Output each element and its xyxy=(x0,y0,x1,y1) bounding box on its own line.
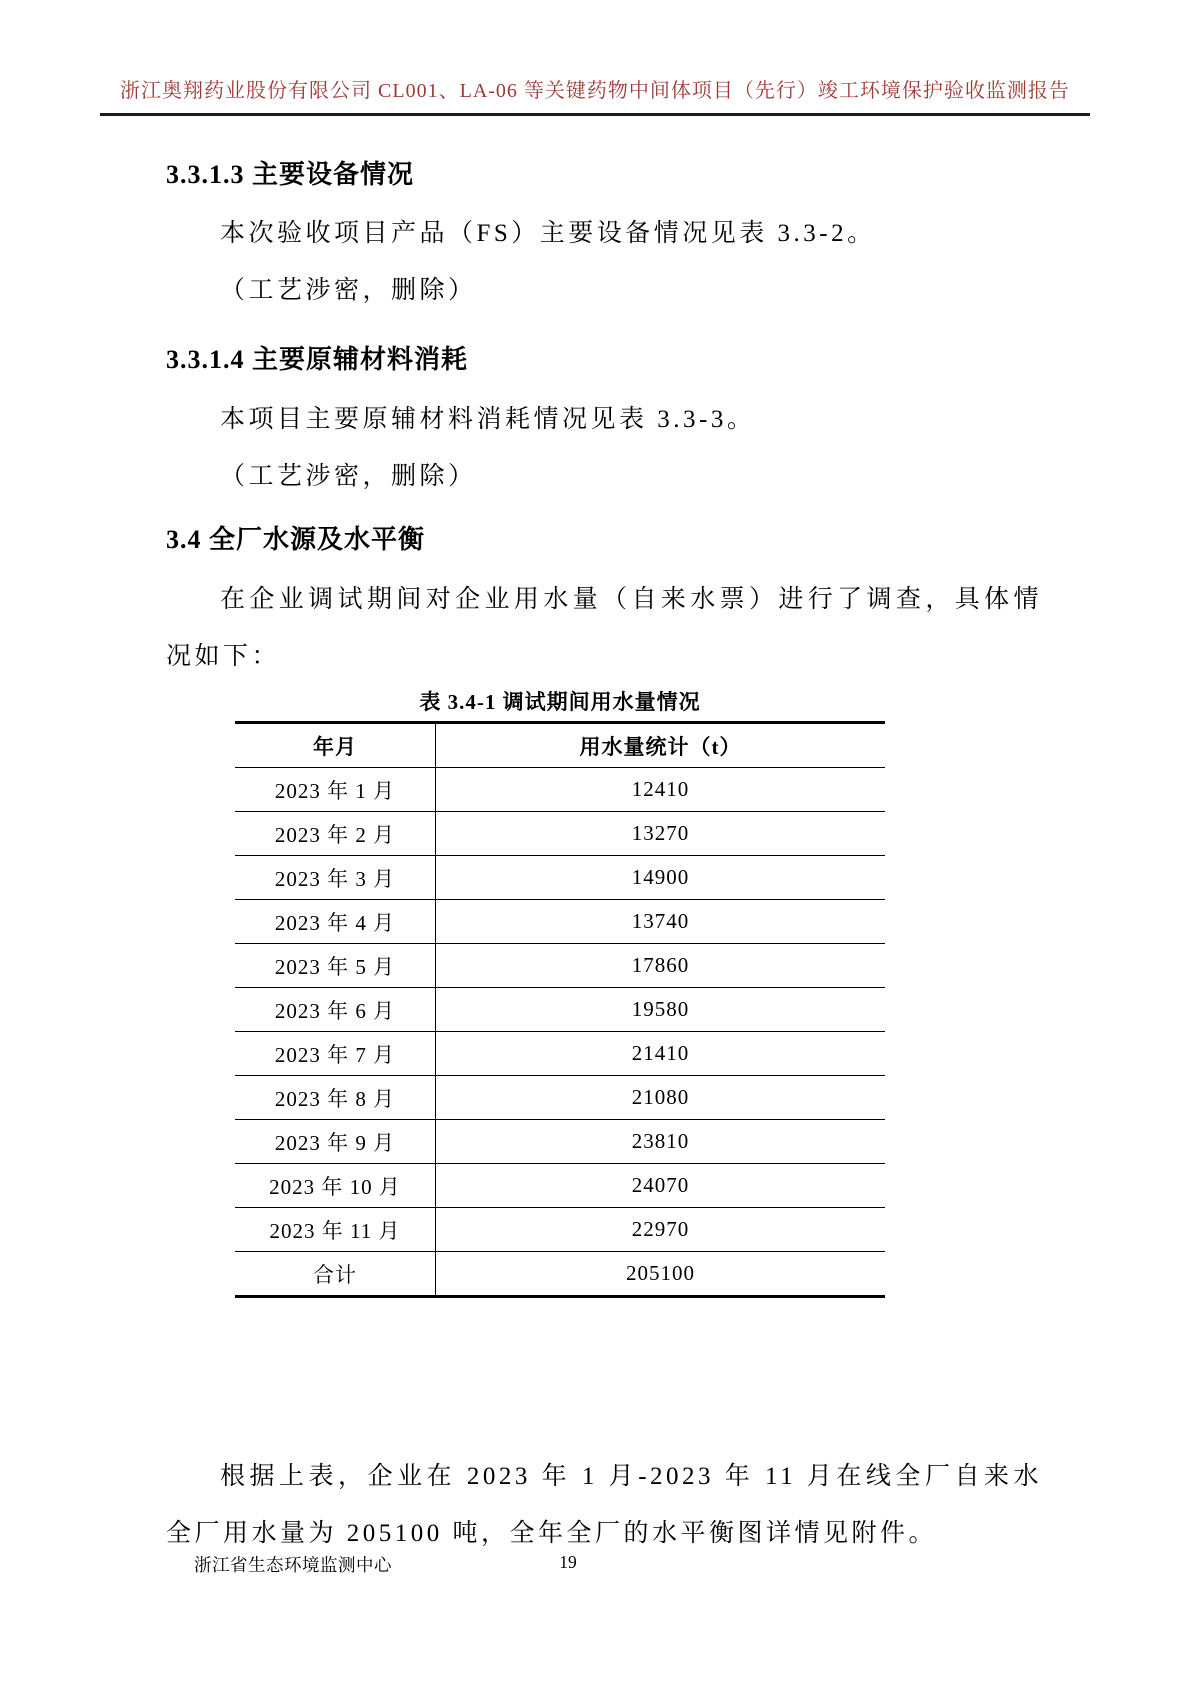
table-body xyxy=(235,768,885,1297)
document-body xyxy=(0,157,1190,1562)
paragraph: 本次验收项目产品（FS）主要设备情况见表 3.3-2。 xyxy=(220,220,876,247)
month-cell: 2023 年 1 月 xyxy=(235,768,436,812)
month-cell: 2023 年 6 月 xyxy=(235,988,436,1032)
paragraph-redacted-note: （工艺涉密，删除） xyxy=(220,277,477,304)
month-cell: 2023 年 7 月 xyxy=(235,1032,436,1076)
table-row xyxy=(235,900,885,944)
table-row xyxy=(235,944,885,988)
section-heading-34: 3.4 全厂水源及水平衡 xyxy=(166,525,426,554)
paragraph-redacted-note: （工艺涉密，删除） xyxy=(220,463,477,490)
usage-cell: 23810 xyxy=(436,1120,886,1164)
water-usage-table xyxy=(235,721,885,1298)
table-header-row xyxy=(235,723,885,768)
usage-cell: 19580 xyxy=(436,988,886,1032)
page-header-title: 浙江奥翔药业股份有限公司 CL001、LA-06 等关键药物中间体项目（先行）竣工环境保护验收监测报告 xyxy=(120,80,1070,102)
usage-cell: 14900 xyxy=(436,856,886,900)
month-cell: 2023 年 2 月 xyxy=(235,812,436,856)
usage-cell: 17860 xyxy=(436,944,886,988)
table-row xyxy=(235,1164,885,1208)
table-row xyxy=(235,1076,885,1120)
paragraph: 在企业调试期间对企业用水量（自来水票）进行了调查，具体情况如下： xyxy=(166,586,1042,670)
table-caption: 表 3.4-1 调试期间用水量情况 xyxy=(419,690,701,714)
table-row xyxy=(235,856,885,900)
usage-cell: 12410 xyxy=(436,768,886,812)
month-cell: 2023 年 11 月 xyxy=(235,1208,436,1252)
section-heading-3314: 3.3.1.4 主要原辅材料消耗 xyxy=(166,345,469,374)
month-cell: 2023 年 4 月 xyxy=(235,900,436,944)
month-cell: 合计 xyxy=(235,1252,436,1297)
table-row xyxy=(235,988,885,1032)
footer-organization: 浙江省生态环境监测中心 xyxy=(194,1555,392,1575)
table-row xyxy=(235,812,885,856)
paragraph: 本项目主要原辅材料消耗情况见表 3.3-3。 xyxy=(220,406,756,433)
month-cell: 2023 年 10 月 xyxy=(235,1164,436,1208)
usage-cell: 13740 xyxy=(436,900,886,944)
month-cell: 2023 年 3 月 xyxy=(235,856,436,900)
table-row xyxy=(235,1208,885,1252)
header-rule xyxy=(100,113,1090,116)
section-heading-3313: 3.3.1.3 主要设备情况 xyxy=(166,160,415,189)
month-cell: 2023 年 5 月 xyxy=(235,944,436,988)
column-header-usage: 用水量统计（t） xyxy=(579,734,742,759)
table-row xyxy=(235,1032,885,1076)
usage-cell: 205100 xyxy=(436,1252,886,1297)
table-row xyxy=(235,1120,885,1164)
usage-cell: 24070 xyxy=(436,1164,886,1208)
table-row xyxy=(235,1252,885,1297)
usage-cell: 13270 xyxy=(436,812,886,856)
usage-cell: 21080 xyxy=(436,1076,886,1120)
usage-cell: 21410 xyxy=(436,1032,886,1076)
footer-page-number: 19 xyxy=(559,1552,577,1572)
column-header-month: 年月 xyxy=(235,723,436,768)
closing-paragraph: 根据上表，企业在 2023 年 1 月-2023 年 11 月在线全厂自来水全厂用水量为 205100 吨，全年全厂的水平衡图详情见附件。 xyxy=(166,1463,1042,1547)
usage-cell: 22970 xyxy=(436,1208,886,1252)
table-row xyxy=(235,768,885,812)
month-cell: 2023 年 9 月 xyxy=(235,1120,436,1164)
month-cell: 2023 年 8 月 xyxy=(235,1076,436,1120)
